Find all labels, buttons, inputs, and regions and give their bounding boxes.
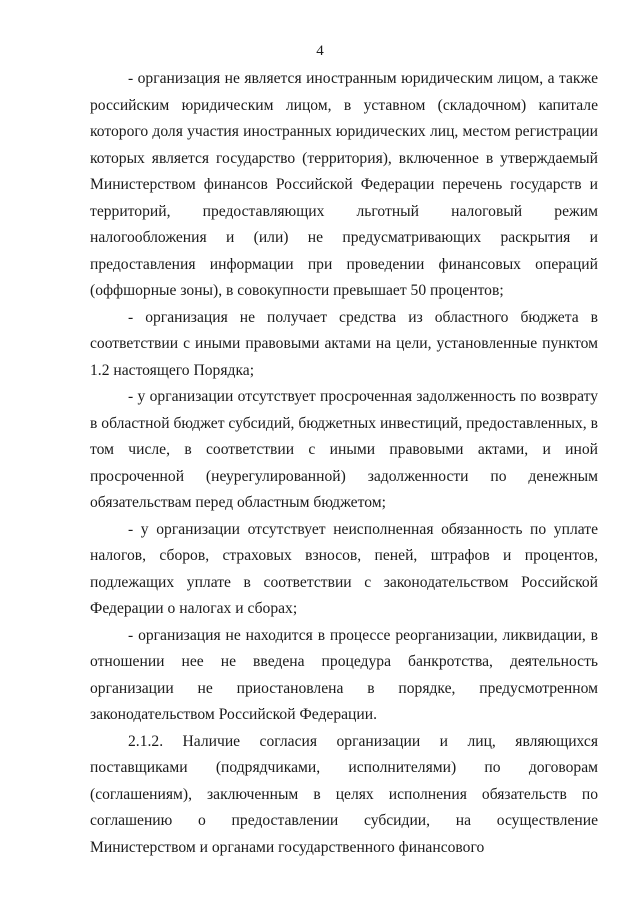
paragraph-no-tax-arrears: - у организации отсутствует неисполненная обязанность по уплате налогов, сборов, страховых взносов, пеней, штрафов и процентов, подлежащих уплате в соответствии с законодательством Российской Федерации о налогах и сборах; xyxy=(90,520,598,617)
document-body xyxy=(90,66,598,861)
paragraph-2-1-2-consent: 2.1.2. Наличие согласия организации и лиц, являющихся поставщиками (подрядчиками, исполнителями) по договорам (соглашениям), заключенным в целях исполнения обязательств по соглашению о предоставлении субсидии, на осуществление Министерством и органами государственного финансового xyxy=(90,732,598,856)
paragraph-foreign-entity: - организация не является иностранным юридическим лицом, а также российским юридическим лицом, в уставном (складочном) капитале которого доля участия иностранных юридических лиц, местом регистрации которых является государство (территория), включенное в утверждаемый Министерством финансов Российской Федерации перечень государств и территорий, предоставляющих льготный налоговый режим налогообложения и (или) не предусматривающих раскрытия и предоставления информации при проведении финансовых операций (оффшорные зоны), в совокупности превышает 50 процентов; xyxy=(90,70,598,299)
page-number: 4 xyxy=(316,43,324,59)
paragraph-no-overdue-debt: - у организации отсутствует просроченная задолженность по возврату в областной бюджет субсидий, бюджетных инвестиций, предоставленных, в том числе, в соответствии с иными правовыми актами, и иной просроченной (неурегулированной) задолженности по денежным обязательствам перед областным бюджетом; xyxy=(90,388,598,511)
paragraph-no-regional-funds: - организация не получает средства из областного бюджета в соответствии с иными правовыми актами на цели, установленные пунктом 1.2 настоящего Порядка; xyxy=(90,308,598,379)
paragraph-no-reorganization: - организация не находится в процессе реорганизации, ликвидации, в отношении нее не введена процедура банкротства, деятельность организации не приостановлена в порядке, предусмотренном законодательством Российской Федерации. xyxy=(90,626,598,723)
